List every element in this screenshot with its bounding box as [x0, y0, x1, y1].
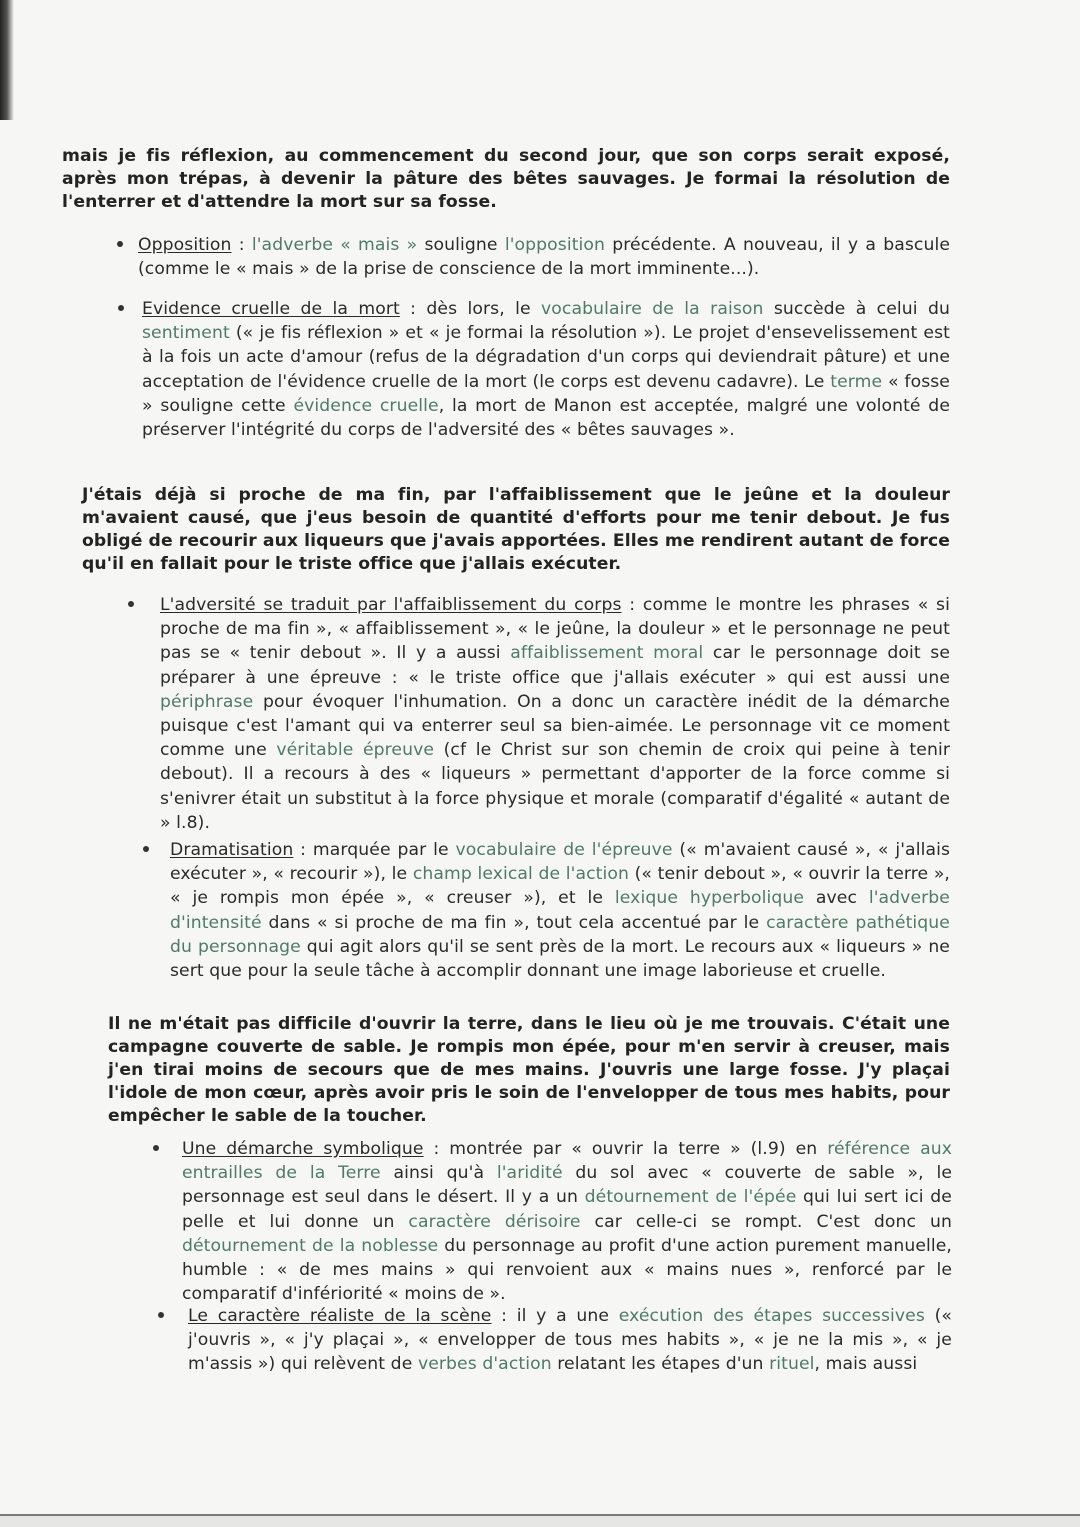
page-edge-shadow [0, 0, 14, 120]
analysis-highlight: l'opposition [504, 235, 606, 255]
bullet-icon [118, 305, 124, 311]
analysis-text: : marquée par le [293, 840, 456, 860]
analysis-highlight: vocabulaire de la raison [541, 299, 764, 319]
analysis-evidence-cruelle [142, 297, 950, 442]
analysis-title: Evidence cruelle de la mort [142, 299, 400, 319]
analysis-dramatisation [170, 838, 950, 983]
bullet-icon [143, 846, 149, 852]
analysis-text: : comme le montre les phrases « si proche de ma fin », « affaiblissement », « le jeûne, la douleur » et le personnage ne peut pas se « tenir debout ». Il y a aussi [160, 595, 950, 664]
analysis-highlight: vocabulaire de l'épreuve [455, 840, 673, 860]
analysis-highlight: terme [830, 371, 883, 392]
analysis-text: avec [804, 888, 869, 909]
analysis-text: : montrée par « ouvrir la terre » (l.9) en [423, 1139, 828, 1159]
analysis-highlight: véritable épreuve [276, 740, 435, 761]
analysis-text: relatant les étapes d'un [551, 1354, 770, 1375]
analysis-text: succède à celui du [763, 299, 950, 319]
bullet-icon [153, 1145, 159, 1151]
analysis-demarche-symbolique [182, 1137, 952, 1306]
analysis-text: : dès lors, le [399, 299, 542, 319]
analysis-text: : il y a une [491, 1306, 619, 1326]
analysis-highlight: périphrase [160, 691, 254, 712]
analysis-text: , mais aussi [814, 1354, 918, 1375]
analysis-highlight: sentiment [142, 323, 230, 344]
analysis-title: Le caractère réaliste de la scène [188, 1306, 492, 1326]
analysis-highlight: caractère dérisoire [408, 1211, 581, 1232]
analysis-highlight: rituel [769, 1354, 815, 1375]
analysis-text: , la mort de Manon est acceptée, malgré une volonté de préserver l'intégrité du corps de l'adversité des « bêtes sauvages ». [142, 395, 950, 441]
analysis-text: car celle-ci se rompt. C'est donc un [580, 1211, 952, 1232]
bullet-icon [128, 601, 134, 607]
analysis-text: (« j'ouvris », « j'y plaçai », « envelopper de tous mes habits », « je ne la mis », « je m'assis ») qui relèvent de [188, 1306, 952, 1375]
analysis-text: ainsi qu'à [380, 1163, 497, 1184]
analysis-opposition [138, 233, 950, 281]
analysis-highlight: caractère pathétique du personnage [170, 912, 950, 957]
analysis-text: dans « si proche de ma fin », tout cela accentué par le [261, 912, 767, 933]
analysis-text: qui agit alors qu'il se sent près de la mort. Le recours aux « liqueurs » ne sert que pour la seule tâche à accomplir donnant une image laborieuse et cruelle. [170, 936, 950, 982]
analysis-highlight: référence aux entrailles de la Terre [182, 1139, 952, 1184]
quote-passage-1: mais je fis réflexion, au commencement du second jour, que son corps serait exposé, après mon trépas, à devenir la pâture des bêtes sauvages. Je formai la résolution de l'enterrer et d'attendre la mort sur sa fosse. [62, 146, 950, 212]
analysis-text: pour évoquer l'inhumation. On a donc un caractère inédit de la démarche puisque c'est l'amant qui va enterrer seul sa bien-aimée. Le personnage vit ce moment comme une [160, 691, 950, 761]
analysis-highlight: l'adverbe « mais » [251, 235, 418, 255]
analysis-text: qui lui sert ici de pelle et lui donne un [182, 1187, 952, 1232]
analysis-text: car le personnage doit se préparer à une épreuve : « le triste office que j'allais exécuter » qui est aussi une [160, 643, 950, 688]
analysis-highlight: l'adverbe d'intensité [170, 888, 950, 933]
page-bottom-shade [0, 1516, 1080, 1527]
analysis-text: précédente. A nouveau, il y a bascule (comme le « mais » de la prise de conscience de la mort imminente...). [138, 235, 951, 280]
analysis-text: souligne [417, 235, 505, 255]
analysis-adversite [160, 593, 950, 835]
analysis-text: (« m'avaient causé », « j'allais exécuter », « recourir »), le [170, 840, 951, 885]
analysis-highlight: lexique hyperbolique [614, 888, 805, 909]
analysis-text: : [231, 235, 252, 255]
analysis-highlight: l'aridité [496, 1163, 563, 1184]
analysis-text: (« tenir debout », « ouvrir la terre », « je rompis mon épée », « creuser »), et le [170, 864, 950, 909]
analysis-highlight: détournement de la noblesse [182, 1235, 439, 1256]
analysis-text: (« je fis réflexion » et « je formai la résolution »). Le projet d'ensevelissement est à la fois un acte d'amour (refus de la dégradation d'un corps qui deviendrait pâture) et une acceptation de l'évidence cruelle de la mort (le corps est devenu cadavre). Le [142, 323, 950, 392]
analysis-highlight: affaiblissement moral [510, 643, 704, 664]
analysis-text: (cf le Christ sur son chemin de croix qui peine à tenir debout). Il a recours à des « liqueurs » permettant d'apporter de la force comme si s'enivrer était un substitut à la force physique et morale (comparatif d'égalité « autant de » l.8). [160, 740, 950, 833]
analysis-text: du sol avec « couverte de sable », le personnage est seul dans le désert. Il y a un [182, 1163, 952, 1208]
analysis-title: Une démarche symbolique [182, 1139, 424, 1159]
analysis-caractere-realiste [188, 1304, 952, 1377]
analysis-highlight: exécution des étapes successives [618, 1306, 925, 1326]
bullet-icon [117, 241, 123, 247]
quote-passage-2: J'étais déjà si proche de ma fin, par l'affaiblissement que le jeûne et la douleur m'avaient causé, que j'eus besoin de quantité d'efforts pour me tenir debout. Je fus obligé de recourir aux liqueurs que j'avais apportées. Elles me rendirent autant de force qu'il en fallait pour le triste office que j'allais exécuter. [82, 485, 950, 574]
analysis-highlight: verbes d'action [417, 1354, 552, 1375]
analysis-text: du personnage au profit d'une action purement manuelle, humble : « de mes mains » qui renvoient aux « mains nues », renforcé par le comparatif d'infériorité « moins de ». [182, 1235, 952, 1305]
analysis-title: Opposition [138, 235, 232, 255]
analysis-highlight: champ lexical de l'action [412, 864, 630, 885]
analysis-text: « fosse » souligne cette [142, 371, 950, 416]
analysis-title: Dramatisation [170, 840, 294, 860]
analysis-highlight: détournement de l'épée [584, 1187, 797, 1208]
analysis-title: L'adversité se traduit par l'affaiblissement du corps [160, 595, 622, 615]
bullet-icon [158, 1312, 164, 1318]
quote-passage-3: Il ne m'était pas difficile d'ouvrir la terre, dans le lieu où je me trouvais. C'était une campagne couverte de sable. Je rompis mon épée, pour m'en servir à creuser, mais j'en tirai moins de secours que de mes mains. J'ouvris une large fosse. J'y plaçai l'idole de mon cœur, après avoir pris le soin de l'envelopper de tous mes habits, pour empêcher le sable de la toucher. [108, 1014, 950, 1126]
analysis-highlight: évidence cruelle [293, 395, 439, 416]
